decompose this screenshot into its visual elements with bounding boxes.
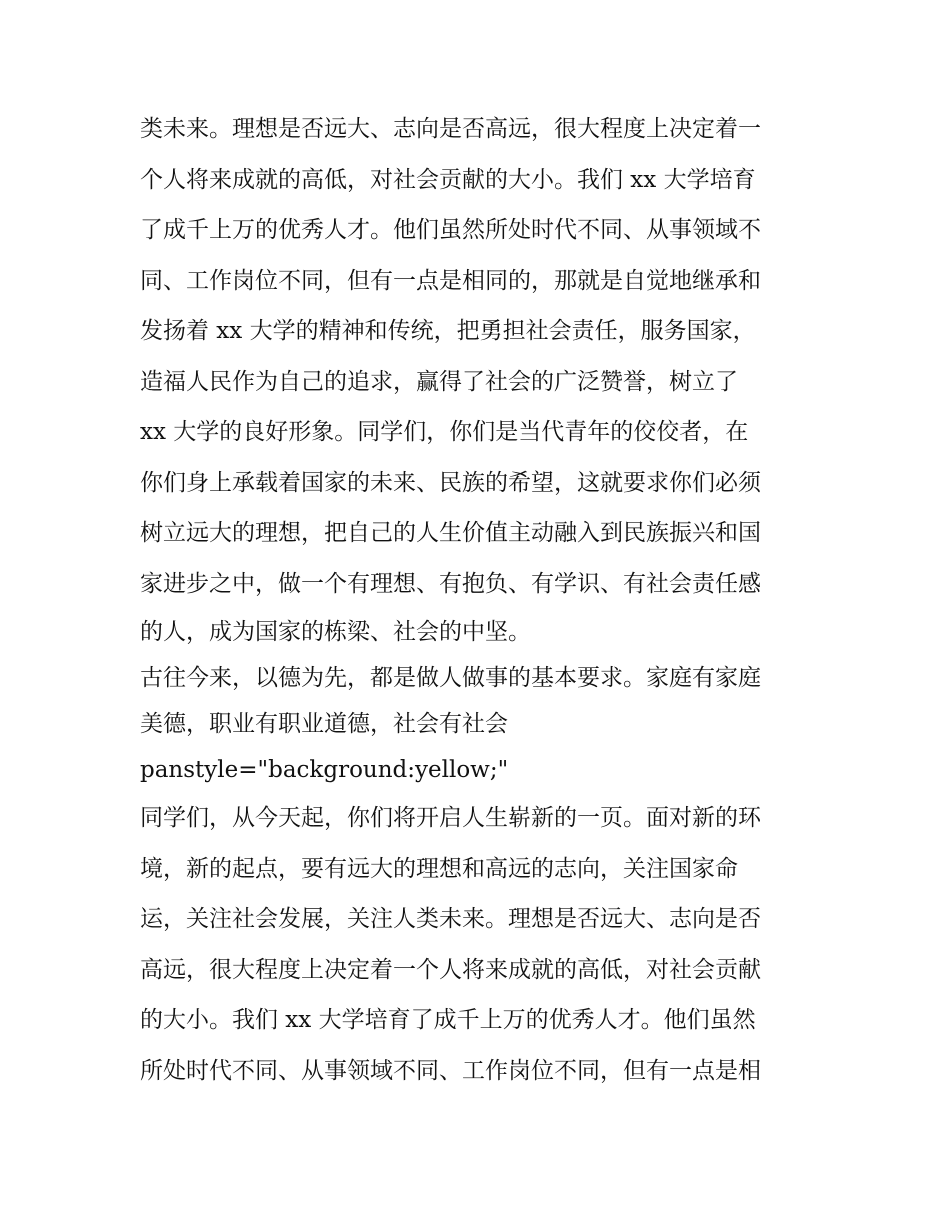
text-line: 同、工作岗位不同，但有一点是相同的，那就是自觉地继承和 [140,267,761,294]
text-line: 了成千上万的优秀人才。他们虽然所处时代不同、从事领域不 [140,217,761,243]
text-line: 发扬着 xx 大学的精神和传统，把勇担社会责任，服务国家， [140,318,756,344]
body-text [140,104,820,1096]
text-line: 造福人民作为自己的追求，赢得了社会的广泛赞誉，树立了 [140,368,738,395]
text-line: 家进步之中，做一个有理想、有抱负、有学识、有社会责任感 [140,570,761,597]
text-line: 个人将来成就的高低，对社会贡献的大小。我们 xx 大学培育 [140,166,756,193]
text-line: 高远，很大程度上决定着一个人将来成就的高低，对社会贡献 [140,956,761,983]
text-line: 古往今来，以德为先，都是做人做事的基本要求。家庭有家庭 [140,665,761,691]
text-line: 你们身上承载着国家的未来、民族的希望，这就要求你们必须 [140,469,761,496]
text-line: 所处时代不同、从事领域不同、工作岗位不同，但有一点是相 [140,1057,761,1084]
text-line: 境，新的起点，要有远大的理想和高远的志向，关注国家命 [140,855,738,882]
text-line: 运，关注社会发展，关注人类未来。理想是否远大、志向是否 [140,906,761,932]
text-line: 同学们，从今天起，你们将开启人生崭新的一页。面对新的环 [140,805,761,831]
text-line: 树立远大的理想，把自己的人生价值主动融入到民族振兴和国 [140,520,761,546]
text-line: panstyle="background:yellow;" [140,757,509,783]
text-line: 的人，成为国家的栋梁、社会的中坚。 [140,619,531,645]
text-line: 的大小。我们 xx 大学培育了成千上万的优秀人才。他们虽然 [140,1007,756,1033]
text-line: 类未来。理想是否远大、志向是否高远，很大程度上决定着一 [140,116,761,142]
text-line: 美德，职业有职业道德，社会有社会 [140,711,508,737]
text-line: xx 大学的良好形象。同学们，你们是当代青年的佼佼者，在 [140,419,749,445]
